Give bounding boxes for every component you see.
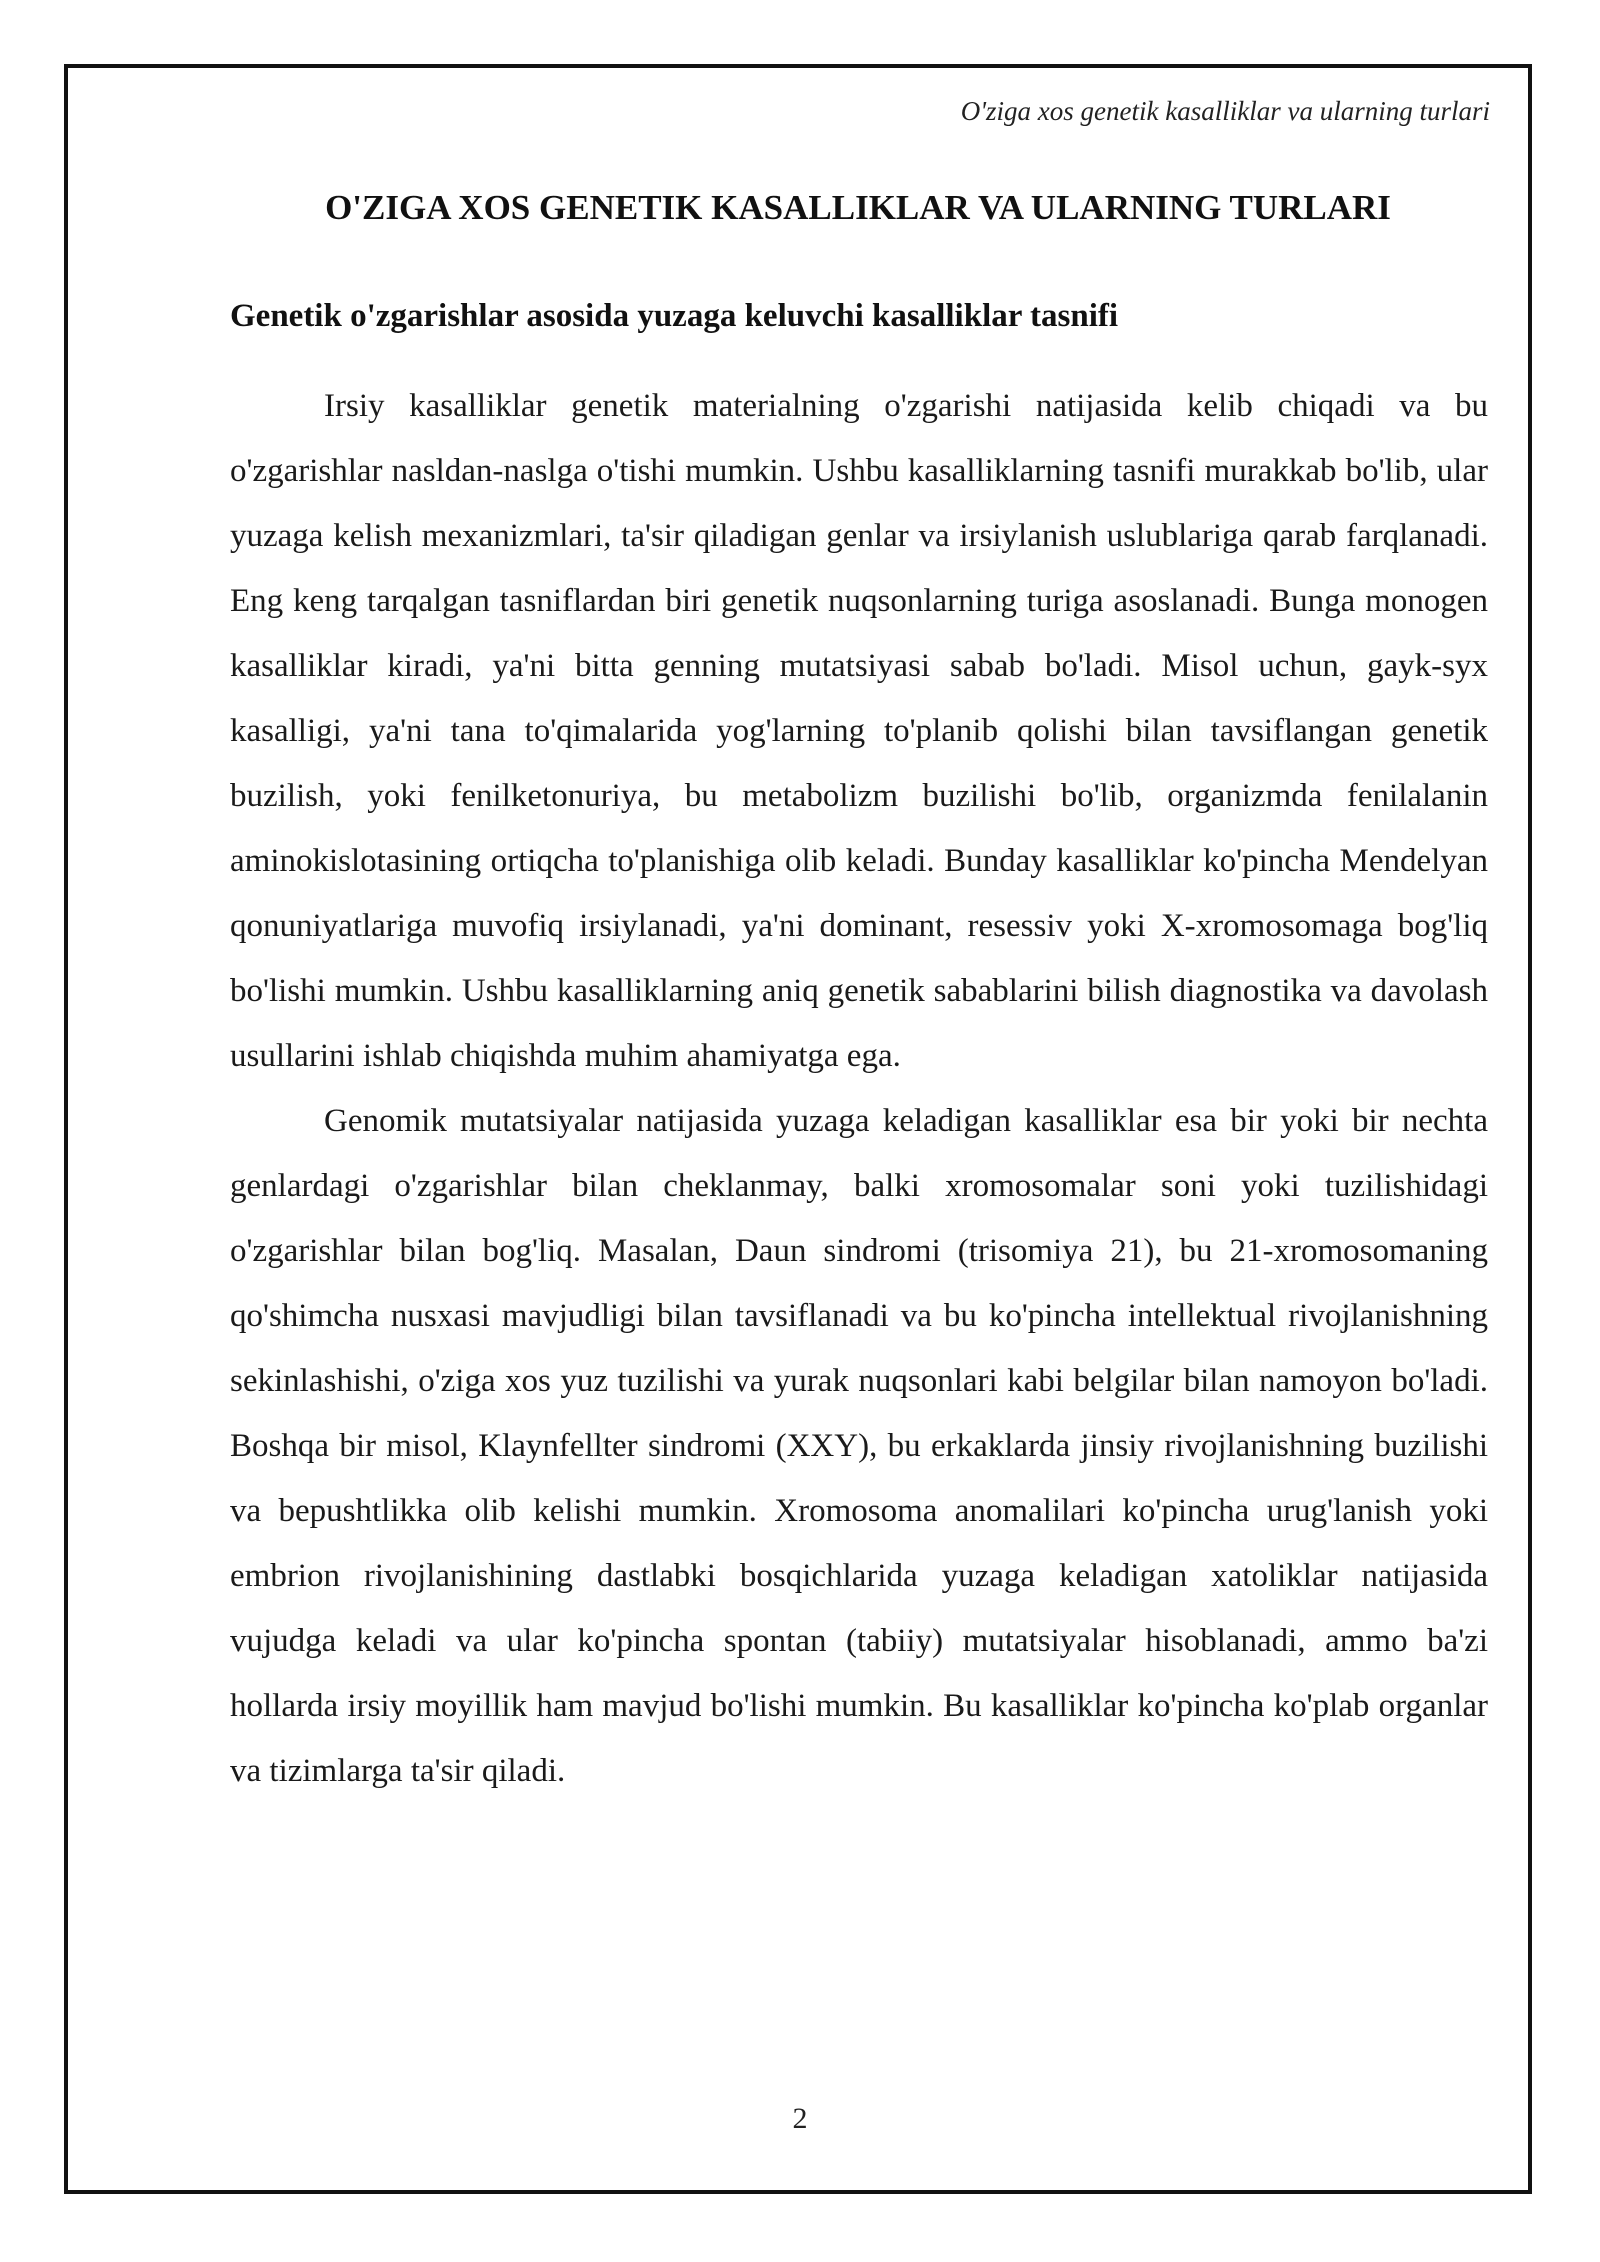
body-text — [230, 374, 1488, 1804]
running-header: O'ziga xos genetik kasalliklar va ularning turlari — [960, 96, 1490, 126]
paragraph-1: Irsiy kasalliklar genetik materialning o'zgarishi natijasida kelib chiqadi va bu o'zgarishlar nasldan-naslga o'tishi mumkin. Ushbu kasalliklarning tasnifi murakkab bo'lib, ular yuzaga kelish mexanizmlari, ta'sir qiladigan genlar va irsiylanish uslublariga qarab farqlanadi. Eng keng tarqalgan tasniflardan biri genetik nuqsonlarning turiga asoslanadi. Bunga monogen kasalliklar kiradi, ya'ni bitta genning mutatsiyasi sabab bo'ladi. Misol uchun, gayk-syx kasalligi, ya'ni tana to'qimalarida yog'larning to'planib qolishi bilan tavsiflangan genetik buzilish, yoki fenilketonuriya, bu metabolizm buzilishi bo'lib, organizmda fenilalanin aminokislotasining ortiqcha to'planishiga olib keladi. Bunday kasalliklar ko'pincha Mendelyan qonuniyatlariga muvofiq irsiylanadi, ya'ni dominant, resessiv yoki X-xromosomaga bog'liq bo'lishi mumkin. Ushbu kasalliklarning aniq genetik sabablarini bilish diagnostika va davolash usullarini ishlab chiqishda muhim ahamiyatga ega. — [230, 388, 1488, 1074]
document-title: O'ZIGA XOS GENETIK KASALLIKLAR VA ULARNING TURLARI — [325, 188, 1391, 227]
paragraph-2: Genomik mutatsiyalar natijasida yuzaga keladigan kasalliklar esa bir yoki bir nechta genlardagi o'zgarishlar bilan cheklanmay, balki xromosomalar soni yoki tuzilishidagi o'zgarishlar bilan bog'liq. Masalan, Daun sindromi (trisomiya 21), bu 21-xromosomaning qo'shimcha nusxasi mavjudligi bilan tavsiflanadi va bu ko'pincha intellektual rivojlanishning sekinlashishi, o'ziga xos yuz tuzilishi va yurak nuqsonlari kabi belgilar bilan namoyon bo'ladi. Boshqa bir misol, Klaynfellter sindromi (XXY), bu erkaklarda jinsiy rivojlanishning buzilishi va bepushtlikka olib kelishi mumkin. Xromosoma anomalilari ko'pincha urug'lanish yoki embrion rivojlanishining dastlabki bosqichlarida yuzaga keladigan xatoliklar natijasida vujudga keladi va ular ko'pincha spontan (tabiiy) mutatsiyalar hisoblanadi, ammo ba'zi hollarda irsiy moyillik ham mavjud bo'lishi mumkin. Bu kasalliklar ko'pincha ko'plab organlar va tizimlarga ta'sir qiladi. — [230, 1103, 1488, 1789]
page-number: 2 — [792, 2102, 808, 2135]
section-heading: Genetik o'zgarishlar asosida yuzaga keluvchi kasalliklar tasnifi — [230, 298, 1119, 334]
